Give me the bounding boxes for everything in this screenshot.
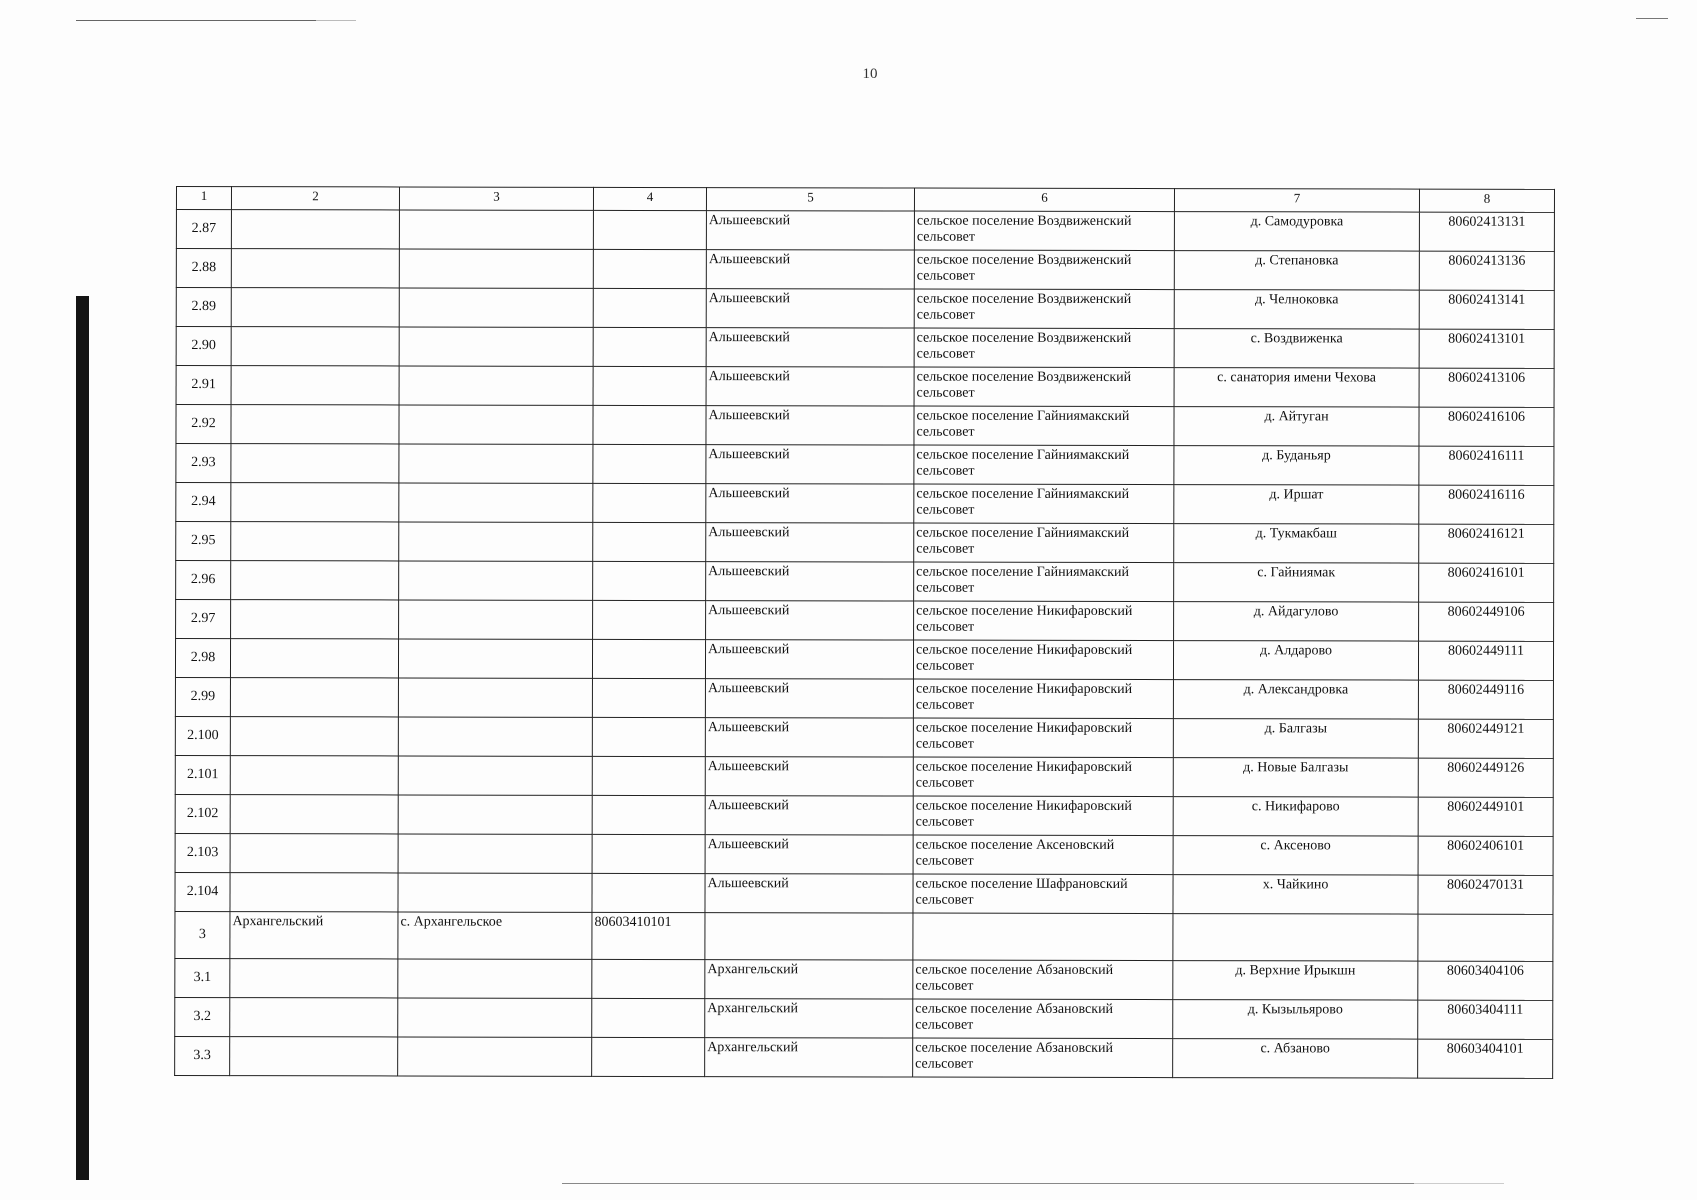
table-row — [175, 1036, 1553, 1078]
oktmo-code-cell: 80602449101 — [1418, 797, 1553, 836]
table-row — [176, 288, 1554, 330]
row-number-cell: 2.101 — [175, 755, 230, 794]
settlement-cell: сельское поселение Гайниямакский сельсовет — [914, 406, 1174, 446]
table-row — [176, 366, 1554, 408]
municipal-district-cell: Альшеевский — [706, 328, 914, 367]
locality-cell: д. Тукмакбаш — [1174, 524, 1419, 564]
column-header: 2 — [231, 187, 399, 210]
center-cell — [398, 873, 592, 912]
row-number-cell: 2.97 — [176, 600, 231, 639]
municipal-district-cell: Альшеевский — [706, 601, 914, 640]
locality-cell: х. Чайкино — [1173, 875, 1418, 915]
settlement-cell: сельское поселение Воздвиженский сельсовет — [914, 250, 1174, 290]
center-code-cell — [592, 959, 705, 998]
locality-cell: д. Алдарово — [1173, 641, 1418, 681]
row-number-cell: 2.91 — [176, 366, 231, 405]
oktmo-code-cell: 80603404101 — [1418, 1039, 1553, 1078]
settlement-cell: сельское поселение Никифаровский сельсовет — [913, 757, 1173, 797]
scan-rule-top-right — [1636, 18, 1668, 19]
oktmo-code-cell: 80602449126 — [1418, 758, 1553, 797]
row-number-cell: 2.99 — [175, 677, 230, 716]
table-row — [175, 794, 1553, 836]
table-row — [175, 833, 1553, 875]
center-cell — [398, 678, 592, 717]
table-row — [176, 327, 1554, 369]
table-row — [175, 958, 1553, 1000]
municipal-district-cell: Альшеевский — [706, 445, 914, 484]
center-code-cell — [592, 717, 705, 756]
scan-rule-bottom-faint — [1414, 1183, 1504, 1184]
column-header: 8 — [1419, 189, 1554, 212]
district-cell — [230, 639, 398, 678]
center-cell — [399, 249, 593, 288]
municipal-district-cell: Архангельский — [705, 960, 913, 999]
table-row — [175, 911, 1553, 961]
district-cell — [231, 522, 399, 561]
locality-cell: с. Гайниямак — [1174, 563, 1419, 603]
municipal-district-cell: Альшеевский — [706, 484, 914, 523]
table-row — [175, 872, 1553, 914]
table-row — [176, 249, 1554, 291]
settlement-cell: сельское поселение Гайниямакский сельсовет — [914, 445, 1174, 485]
municipal-district-cell: Альшеевский — [705, 835, 913, 874]
district-cell — [231, 405, 399, 444]
district-cell — [231, 444, 399, 483]
oktmo-code-cell: 80603404106 — [1418, 961, 1553, 1000]
page-number: 10 — [862, 66, 878, 82]
district-cell — [231, 210, 399, 249]
row-number-cell: 3.2 — [175, 997, 230, 1036]
table-row — [175, 755, 1553, 797]
center-code-cell — [592, 639, 705, 678]
settlement-cell: сельское поселение Абзановский сельсовет — [913, 999, 1173, 1039]
center-code-cell — [593, 210, 706, 249]
locality-cell: д. Буданьяр — [1174, 446, 1419, 486]
settlement-cell: сельское поселение Воздвиженский сельсовет — [914, 289, 1174, 329]
row-number-cell: 2.92 — [176, 405, 231, 444]
table-header-row — [176, 187, 1554, 213]
settlement-cell: сельское поселение Гайниямакский сельсовет — [914, 484, 1174, 524]
table-row — [176, 522, 1554, 564]
settlement-cell: сельское поселение Никифаровский сельсовет — [913, 796, 1173, 836]
center-cell — [399, 327, 593, 366]
locality-cell — [1173, 914, 1418, 962]
oktmo-code-cell: 80602406101 — [1418, 836, 1553, 875]
settlement-cell: сельское поселение Воздвиженский сельсовет — [914, 367, 1174, 407]
row-number-cell: 2.93 — [176, 444, 231, 483]
municipal-district-cell: Альшеевский — [706, 406, 914, 445]
municipal-district-cell: Альшеевский — [706, 211, 914, 250]
locality-cell: с. Аксеново — [1173, 836, 1418, 876]
center-cell — [398, 639, 592, 678]
municipal-district-cell: Альшеевский — [706, 367, 914, 406]
locality-cell: д. Балгазы — [1173, 719, 1418, 759]
table-row — [176, 444, 1554, 486]
oktmo-code-cell: 80602413131 — [1419, 212, 1554, 251]
center-cell — [399, 522, 593, 561]
center-cell — [399, 288, 593, 327]
settlement-cell: сельское поселение Никифаровский сельсовет — [913, 679, 1173, 719]
row-number-cell: 2.89 — [176, 288, 231, 327]
center-code-cell — [593, 249, 706, 288]
oktmo-code-cell: 80602413141 — [1419, 290, 1554, 329]
locality-cell: с. Абзаново — [1173, 1039, 1418, 1079]
municipal-district-cell: Альшеевский — [705, 679, 913, 718]
municipal-district-cell: Архангельский — [705, 1038, 913, 1077]
oktmo-code-cell: 80602449106 — [1419, 602, 1554, 641]
oktmo-code-cell: 80602413101 — [1419, 329, 1554, 368]
settlement-cell: сельское поселение Никифаровский сельсовет — [913, 718, 1173, 758]
settlement-cell: сельское поселение Аксеновский сельсовет — [913, 835, 1173, 875]
oktmo-code-cell: 80602416111 — [1419, 446, 1554, 485]
municipal-district-cell: Альшеевский — [705, 718, 913, 757]
district-cell — [230, 873, 398, 912]
center-cell — [398, 834, 592, 873]
center-cell — [398, 795, 592, 834]
municipal-district-cell: Альшеевский — [706, 250, 914, 289]
center-code-cell — [593, 366, 706, 405]
district-cell: Архангельский — [230, 912, 398, 959]
municipal-district-cell — [705, 913, 913, 960]
center-cell — [399, 366, 593, 405]
row-number-cell: 2.102 — [175, 794, 230, 833]
center-code-cell — [592, 873, 705, 912]
center-code-cell — [593, 561, 706, 600]
district-cell — [231, 327, 399, 366]
district-cell — [231, 561, 399, 600]
center-cell — [398, 998, 592, 1037]
locality-cell: д. Айдагулово — [1174, 602, 1419, 642]
locality-cell: д. Степановка — [1174, 251, 1419, 291]
district-cell — [230, 1037, 398, 1076]
column-header: 1 — [176, 187, 231, 210]
row-number-cell: 2.95 — [176, 522, 231, 561]
settlement-cell: сельское поселение Абзановский сельсовет — [913, 1038, 1173, 1078]
table-row — [176, 600, 1554, 642]
oktmo-code-cell: 80602416101 — [1419, 563, 1554, 602]
column-header: 5 — [706, 188, 914, 211]
center-code-cell — [592, 1037, 705, 1076]
row-number-cell: 2.88 — [176, 249, 231, 288]
municipal-district-cell: Альшеевский — [705, 640, 913, 679]
settlement-cell: сельское поселение Воздвиженский сельсовет — [914, 328, 1174, 368]
district-cell — [230, 756, 398, 795]
row-number-cell: 3 — [175, 911, 230, 958]
district-cell — [231, 288, 399, 327]
settlement-cell: сельское поселение Гайниямакский сельсовет — [914, 562, 1174, 602]
row-number-cell: 2.87 — [176, 210, 231, 249]
table-row — [175, 997, 1553, 1039]
oktmo-code-cell — [1418, 914, 1553, 961]
center-code-cell — [593, 600, 706, 639]
locality-cell: д. Кызыльярово — [1173, 1000, 1418, 1040]
center-code-cell — [592, 756, 705, 795]
table-row — [175, 716, 1553, 758]
table-row — [176, 210, 1554, 252]
center-code-cell — [592, 834, 705, 873]
oktmo-code-cell: 80603404111 — [1418, 1000, 1553, 1039]
row-number-cell: 2.103 — [175, 833, 230, 872]
center-code-cell — [592, 678, 705, 717]
district-cell — [231, 366, 399, 405]
row-number-cell: 2.94 — [176, 483, 231, 522]
municipal-district-cell: Альшеевский — [706, 523, 914, 562]
table-row — [176, 405, 1554, 447]
settlement-cell: сельское поселение Шафрановский сельсовет — [913, 874, 1173, 914]
table-body — [175, 210, 1555, 1079]
settlement-cell: сельское поселение Гайниямакский сельсовет — [914, 523, 1174, 563]
municipal-district-cell: Альшеевский — [706, 562, 914, 601]
locality-cell: д. Верхние Ирыкшн — [1173, 961, 1418, 1001]
center-cell — [399, 405, 593, 444]
locality-cell: с. санатория имени Чехова — [1174, 368, 1419, 408]
district-cell — [231, 483, 399, 522]
row-number-cell: 2.98 — [175, 639, 230, 678]
municipal-district-cell: Альшеевский — [705, 757, 913, 796]
center-cell — [398, 756, 592, 795]
table-row — [176, 483, 1554, 525]
district-cell — [230, 678, 398, 717]
row-number-cell: 3.3 — [175, 1036, 230, 1075]
center-code-cell — [592, 998, 705, 1037]
center-code-cell — [593, 522, 706, 561]
scan-rule-top-left — [76, 20, 316, 21]
oktmo-code-cell: 80602449116 — [1418, 680, 1553, 719]
center-code-cell — [593, 327, 706, 366]
column-header: 4 — [593, 187, 706, 210]
column-header: 7 — [1174, 189, 1419, 213]
municipal-district-cell: Альшеевский — [706, 289, 914, 328]
row-number-cell: 2.104 — [175, 872, 230, 911]
oktmo-code-cell: 80602413136 — [1419, 251, 1554, 290]
municipal-district-cell: Альшеевский — [705, 874, 913, 913]
table-row — [175, 677, 1553, 719]
center-cell — [399, 210, 593, 249]
column-header: 6 — [914, 188, 1174, 212]
district-cell — [230, 717, 398, 756]
settlements-table — [174, 186, 1555, 1079]
locality-cell: д. Самодуровка — [1174, 212, 1419, 252]
settlement-cell: сельское поселение Никифаровский сельсовет — [914, 601, 1174, 641]
scan-rule-top-left-faint — [316, 20, 356, 21]
locality-cell: д. Челноковка — [1174, 290, 1419, 330]
center-cell — [398, 717, 592, 756]
scan-rule-bottom — [562, 1183, 1414, 1184]
row-number-cell: 3.1 — [175, 958, 230, 997]
center-code-cell: 80603410101 — [592, 912, 705, 959]
row-number-cell: 2.90 — [176, 327, 231, 366]
municipal-district-cell: Архангельский — [705, 999, 913, 1038]
oktmo-code-cell: 80602413106 — [1419, 368, 1554, 407]
district-cell — [230, 959, 398, 998]
district-cell — [231, 600, 399, 639]
center-cell — [399, 444, 593, 483]
district-cell — [230, 834, 398, 873]
oktmo-code-cell: 80602416121 — [1419, 524, 1554, 563]
center-code-cell — [593, 444, 706, 483]
settlement-cell: сельское поселение Воздвиженский сельсовет — [914, 211, 1174, 251]
center-cell: с. Архангельское — [398, 912, 592, 959]
oktmo-code-cell: 80602416106 — [1419, 407, 1554, 446]
column-header: 3 — [399, 187, 593, 210]
settlement-cell — [913, 913, 1173, 961]
locality-cell: д. Айтуган — [1174, 407, 1419, 447]
oktmo-code-cell: 80602416116 — [1419, 485, 1554, 524]
table-row — [175, 639, 1553, 681]
center-cell — [399, 483, 593, 522]
center-code-cell — [593, 483, 706, 522]
center-cell — [399, 561, 593, 600]
locality-cell: д. Новые Балгазы — [1173, 758, 1418, 798]
oktmo-code-cell: 80602470131 — [1418, 875, 1553, 914]
district-cell — [230, 998, 398, 1037]
locality-cell: д. Иршат — [1174, 485, 1419, 525]
row-number-cell: 2.96 — [176, 561, 231, 600]
district-cell — [230, 795, 398, 834]
oktmo-code-cell: 80602449121 — [1418, 719, 1553, 758]
settlement-cell: сельское поселение Абзановский сельсовет — [913, 960, 1173, 1000]
center-code-cell — [593, 288, 706, 327]
center-cell — [398, 1037, 592, 1076]
center-code-cell — [593, 405, 706, 444]
district-cell — [231, 249, 399, 288]
center-cell — [399, 600, 593, 639]
settlement-cell: сельское поселение Никифаровский сельсовет — [913, 640, 1173, 680]
table-row — [176, 561, 1554, 603]
center-cell — [398, 959, 592, 998]
center-code-cell — [592, 795, 705, 834]
locality-cell: с. Никифарово — [1173, 797, 1418, 837]
row-number-cell: 2.100 — [175, 716, 230, 755]
locality-cell: д. Александровка — [1173, 680, 1418, 720]
scan-binding-edge — [76, 296, 89, 1180]
locality-cell: с. Воздвиженка — [1174, 329, 1419, 369]
oktmo-code-cell: 80602449111 — [1418, 641, 1553, 680]
municipal-district-cell: Альшеевский — [705, 796, 913, 835]
